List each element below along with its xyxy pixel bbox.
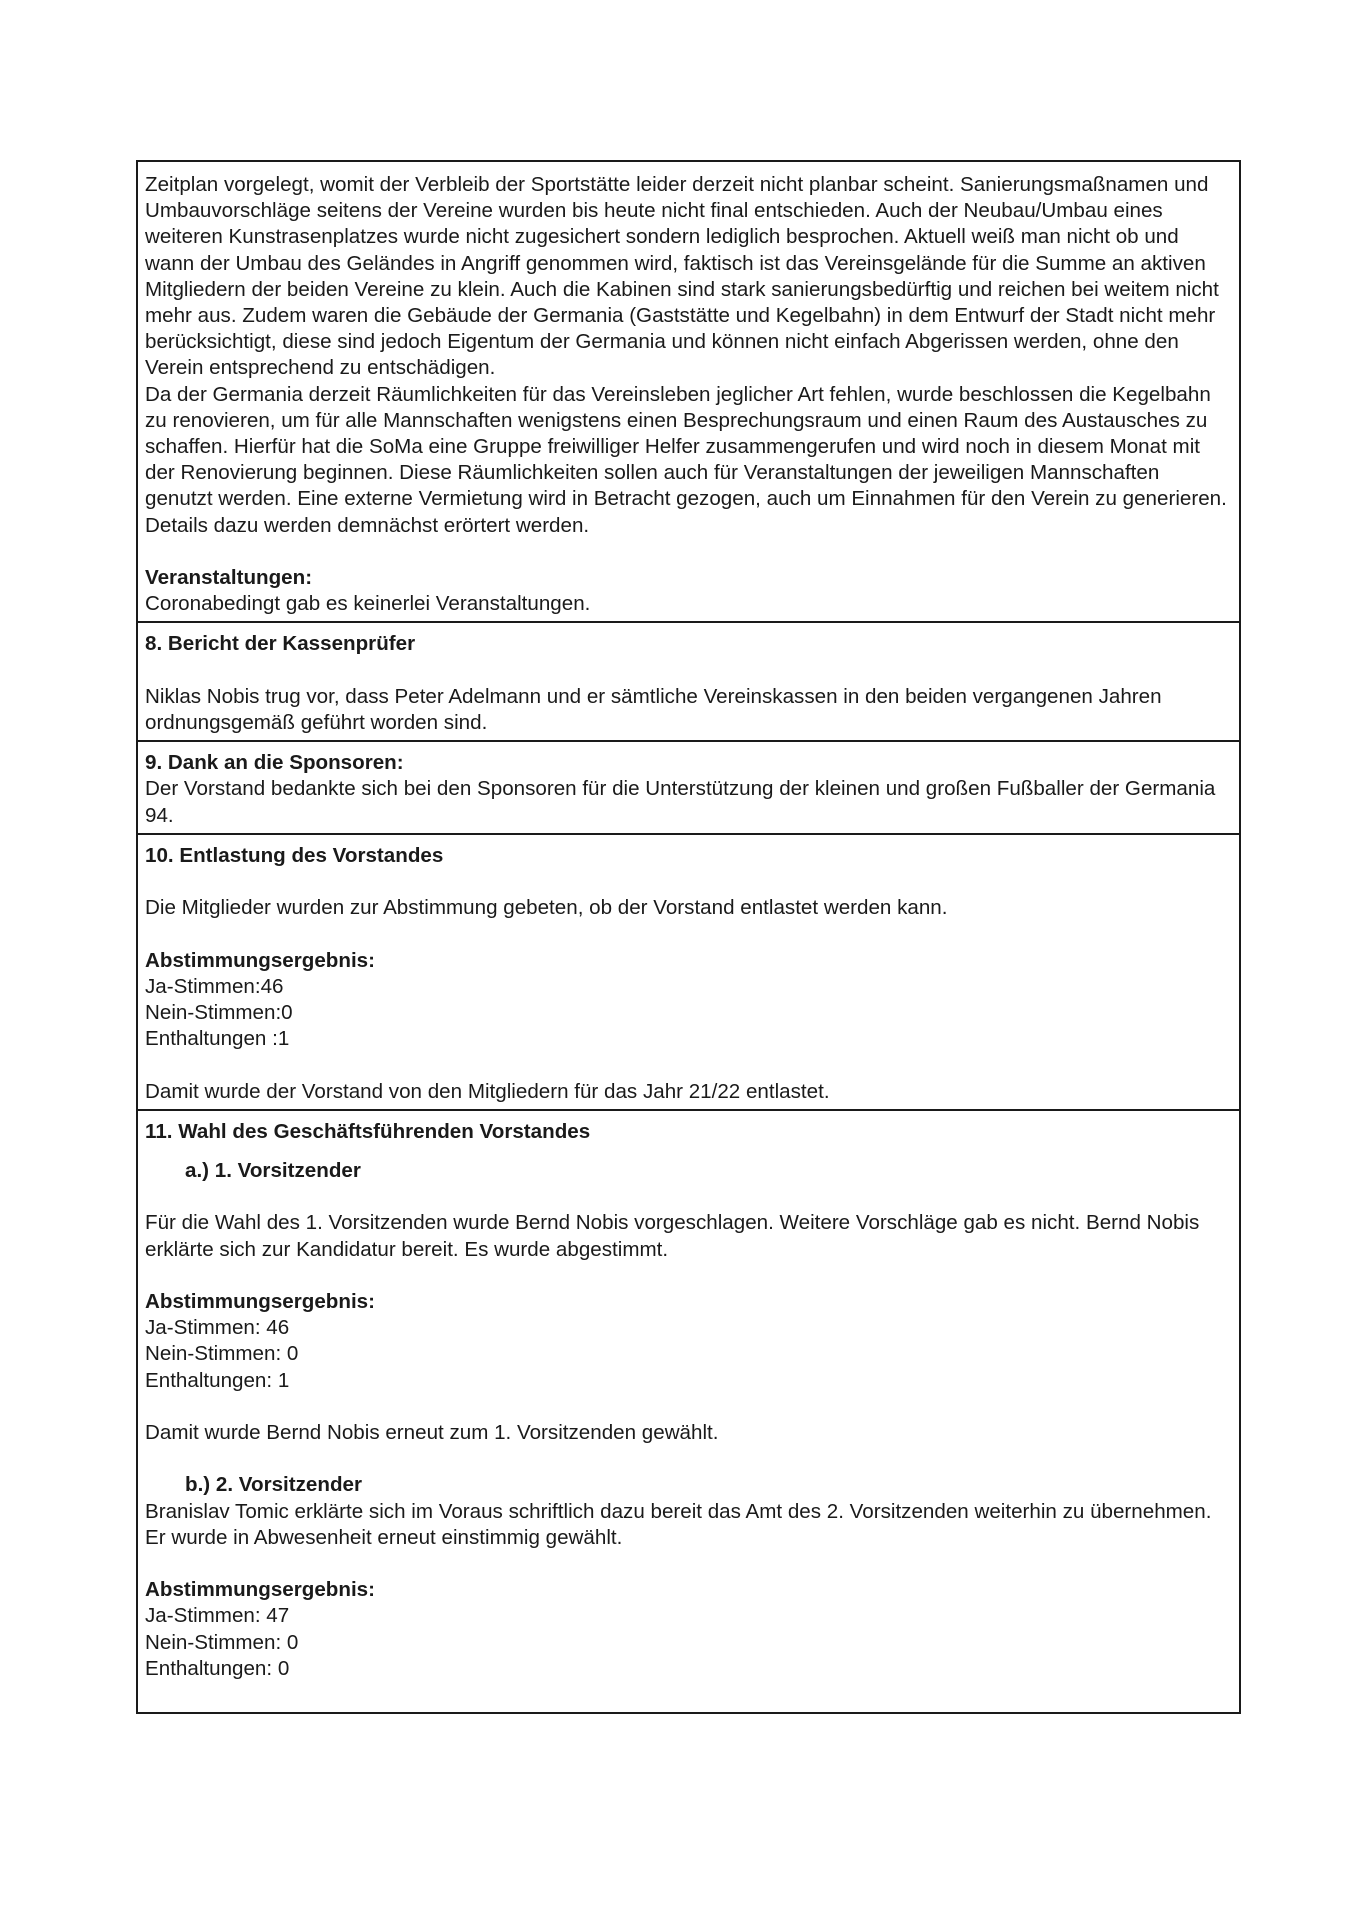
section-9-heading: 9. Dank an die Sponsoren: — [145, 751, 404, 775]
events-heading: Veranstaltungen: — [145, 566, 313, 590]
minutes-table — [136, 160, 1241, 1714]
subsection-b-yes-votes: Ja-Stimmen: 47 — [145, 1604, 290, 1628]
paragraph-sports-facility: Zeitplan vorgelegt, womit der Verbleib der Sportstätte leider derzeit nicht planbar scheint. Sanierungsmaßnamen und Umbauvorschläge seitens der Vereine wurden bis heute nicht final entschieden. Auch der Neubau/Umbau eines weiteren Kunstrasenplatzes wurde nicht zugesichert sondern lediglich besprochen. Aktuell weiß man nicht ob und wann der Umbau des Geländes in Angriff genommen wird, faktisch ist das Vereinsgelände für die Summe an aktiven Mitgliedern der beiden Vereine zu klein. Auch die Kabinen sind stark sanierungsbedürftig und reichen bei weitem nicht mehr aus. Zudem waren die Gebäude der Germania (Gaststätte und Kegelbahn) in dem Entwurf der Stadt nicht mehr berücksichtigt, diese sind jedoch Eigentum der Germania und können nicht einfach Abgerissen werden, ohne den Verein entsprechend zu entschädigen. — [145, 173, 1219, 380]
section-10-yes-votes: Ja-Stimmen:46 — [145, 974, 284, 998]
subsection-a-vote-heading: Abstimmungsergebnis: — [145, 1290, 375, 1314]
subsection-b-no-votes: Nein-Stimmen: 0 — [145, 1630, 299, 1654]
section-10-no-votes: Nein-Stimmen:0 — [145, 1001, 293, 1025]
section-10-abstentions: Enthaltungen :1 — [145, 1027, 290, 1051]
subsection-b-heading: b.) 2. Vorsitzender — [185, 1473, 362, 1497]
section-10 — [138, 833, 1239, 1109]
section-8-text: Niklas Nobis trug vor, dass Peter Adelmann und er sämtliche Vereinskassen in den beiden vergangenen Jahren ordnungsgemäß geführt worden sind. — [145, 684, 1162, 735]
subsection-a-text: Für die Wahl des 1. Vorsitzenden wurde Bernd Nobis vorgeschlagen. Weitere Vorschläge gab es nicht. Bernd Nobis erklärte sich zur Kandidatur bereit. Es wurde abgestimmt. — [145, 1211, 1200, 1261]
section-8 — [138, 621, 1239, 740]
section-8-heading: 8. Bericht der Kassenprüfer — [145, 632, 416, 656]
section-9 — [138, 740, 1239, 833]
subsection-a-yes-votes: Ja-Stimmen: 46 — [145, 1316, 290, 1340]
subsection-a-heading: a.) 1. Vorsitzender — [185, 1159, 361, 1183]
section-continued — [138, 162, 1239, 621]
subsection-b-abstentions: Enthaltungen: 0 — [145, 1656, 290, 1680]
events-text: Coronabedingt gab es keinerlei Veranstaltungen. — [145, 592, 591, 616]
section-9-text: Der Vorstand bedankte sich bei den Sponsoren für die Unterstützung der kleinen und großen Fußballer der Germania 94. — [145, 777, 1216, 827]
section-10-heading: 10. Entlastung des Vorstandes — [145, 843, 444, 867]
section-10-result: Damit wurde der Vorstand von den Mitgliedern für das Jahr 21/22 entlastet. — [145, 1079, 830, 1103]
subsection-a-no-votes: Nein-Stimmen: 0 — [145, 1342, 299, 1366]
subsection-a-result: Damit wurde Bernd Nobis erneut zum 1. Vorsitzenden gewählt. — [145, 1421, 719, 1445]
paragraph-renovation: Da der Germania derzeit Räumlichkeiten für das Vereinsleben jeglicher Art fehlen, wurde beschlossen die Kegelbahn zu renovieren, um für alle Mannschaften wenigstens einen Besprechungsraum und einen Raum des Austausches zu schaffen. Hierfür hat die SoMa eine Gruppe freiwilliger Helfer zusammengerufen und wird noch in diesem Monat mit der Renovierung beginnen. Diese Räumlichkeiten sollen auch für Veranstaltungen der jeweiligen Mannschaften genutzt werden. Eine externe Vermietung wird in Betracht gezogen, auch um Einnahmen für den Verein zu generieren. Details dazu werden demnächst erörtert werden. — [145, 382, 1227, 537]
subsection-b-text: Branislav Tomic erklärte sich im Voraus schriftlich dazu bereit das Amt des 2. Vorsitzenden weiterhin zu übernehmen. Er wurde in Abwesenheit erneut einstimmig gewählt. — [145, 1499, 1212, 1549]
subsection-b-vote-heading: Abstimmungsergebnis: — [145, 1578, 375, 1602]
section-11 — [138, 1109, 1239, 1712]
section-10-text: Die Mitglieder wurden zur Abstimmung gebeten, ob der Vorstand entlastet werden kann. — [145, 896, 948, 920]
section-10-vote-heading: Abstimmungsergebnis: — [145, 948, 375, 972]
section-11-heading: 11. Wahl des Geschäftsführenden Vorstandes — [145, 1119, 591, 1143]
subsection-a-abstentions: Enthaltungen: 1 — [145, 1368, 290, 1392]
